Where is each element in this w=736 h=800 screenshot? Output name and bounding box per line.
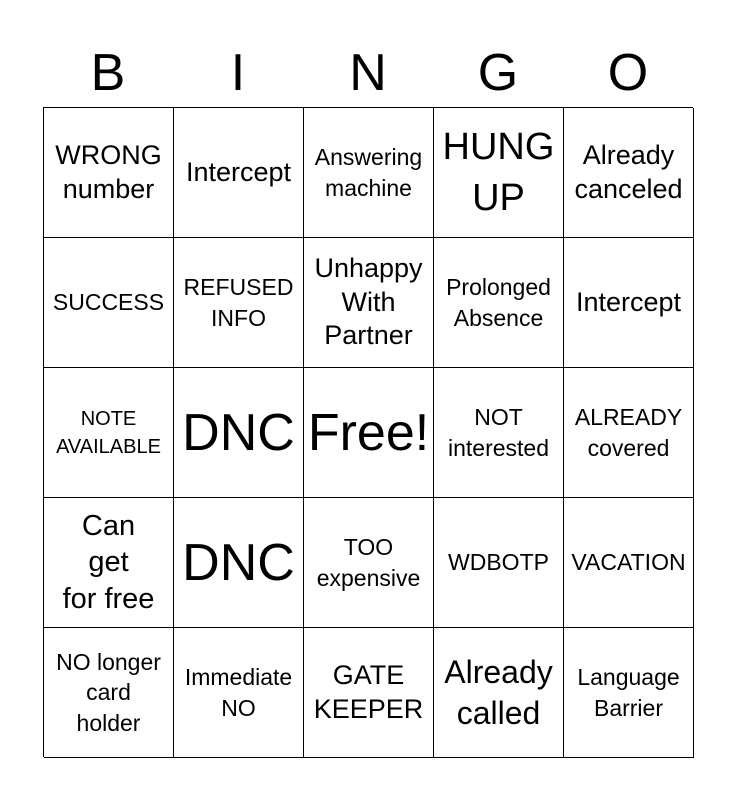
bingo-cell[interactable] (304, 628, 434, 758)
cell-text: REFUSED INFO (183, 274, 294, 331)
bingo-cell[interactable] (44, 238, 174, 368)
cell-text: Intercept (185, 156, 292, 187)
cell-text: Can get for free (62, 510, 155, 615)
bingo-cell[interactable] (174, 238, 304, 368)
cell-text: GATE KEEPER (313, 659, 424, 724)
bingo-cell[interactable] (44, 108, 174, 238)
cell-text: Answering machine (314, 144, 423, 201)
header-letter-n: N (349, 44, 387, 102)
bingo-cell[interactable] (434, 628, 564, 758)
cell-text: TOO expensive (316, 534, 421, 591)
cell-text: DNC (182, 403, 295, 462)
bingo-cell[interactable] (174, 628, 304, 758)
bingo-cell[interactable] (434, 238, 564, 368)
cell-text: Free! (307, 403, 430, 462)
cell-text: VACATION (571, 549, 686, 576)
bingo-cell[interactable] (304, 238, 434, 368)
bingo-header (43, 38, 693, 108)
bingo-cell[interactable] (174, 108, 304, 238)
cell-text: ALREADY covered (574, 404, 683, 461)
bingo-board (43, 107, 693, 757)
bingo-cell[interactable] (434, 108, 564, 238)
bingo-cell[interactable] (564, 498, 694, 628)
bingo-cell[interactable] (434, 498, 564, 628)
bingo-cell[interactable] (564, 238, 694, 368)
bingo-cell[interactable] (304, 498, 434, 628)
cell-text: NO longer card holder (56, 648, 161, 736)
cell-text: NOT interested (447, 404, 549, 461)
cell-text: Already canceled (574, 139, 683, 204)
cell-text: HUNG UP (442, 126, 555, 219)
cell-text: NOTE AVAILABLE (56, 407, 161, 458)
cell-text: Prolonged Absence (446, 274, 551, 331)
bingo-cell[interactable] (174, 368, 304, 498)
bingo-cell[interactable] (434, 368, 564, 498)
bingo-cell[interactable] (564, 108, 694, 238)
bingo-cell[interactable] (174, 498, 304, 628)
header-letter-i: I (230, 44, 246, 102)
bingo-cell[interactable] (564, 628, 694, 758)
cell-text: WDBOTP (448, 549, 549, 576)
bingo-cell[interactable] (564, 368, 694, 498)
header-letter-g: G (477, 44, 519, 102)
cell-text: DNC (182, 533, 295, 592)
cell-text: Already called (444, 653, 553, 731)
bingo-cell[interactable] (44, 628, 174, 758)
cell-text: Immediate NO (184, 664, 293, 721)
bingo-cell[interactable] (44, 498, 174, 628)
bingo-cell[interactable] (304, 108, 434, 238)
cell-text: Language Barrier (577, 664, 680, 721)
cell-text: Unhappy With Partner (314, 252, 423, 351)
header-letter-o: O (607, 44, 649, 102)
header-letter-b: B (90, 44, 126, 102)
cell-text: Intercept (575, 286, 682, 317)
free-space-cell[interactable] (304, 368, 434, 498)
cell-text: SUCCESS (52, 289, 165, 316)
cell-text: WRONG number (55, 139, 162, 204)
bingo-cell[interactable] (44, 368, 174, 498)
